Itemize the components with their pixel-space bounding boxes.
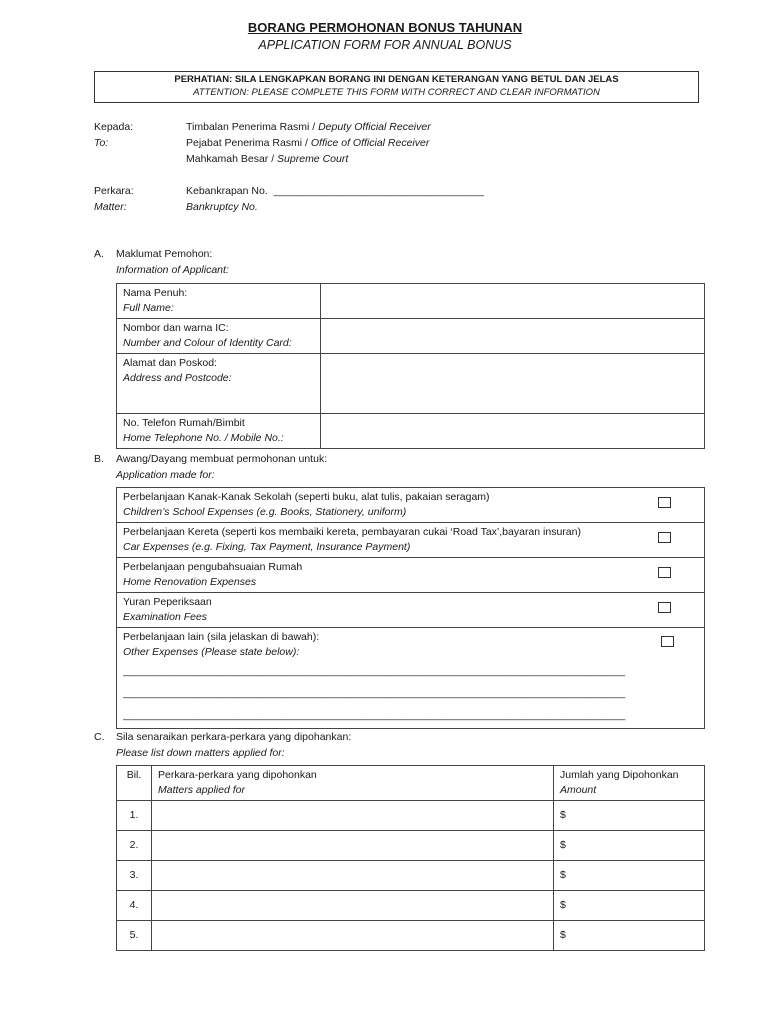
section-b-heading [116,451,327,483]
amount-input[interactable]: $ [554,891,705,921]
section-b-letter: B. [94,453,104,465]
table-header-row [117,766,705,801]
table-row [117,921,705,951]
col-header-amount: Jumlah yang Dipohonkan Amount [554,766,705,801]
other-expenses-cell [117,628,705,729]
car-expenses-checkbox[interactable] [658,532,671,543]
table-row [117,628,705,729]
section-c-title: Sila senaraikan perkara-perkara yang dipohankan: [116,731,352,743]
section-c-heading [116,729,351,761]
matter-label-ms: Perkara: [94,185,134,197]
to-line-2: Pejabat Penerima Rasmi / Office of Official Receiver [186,137,430,149]
table-row [117,801,705,831]
table-row [117,891,705,921]
phone-input[interactable] [321,414,705,449]
other-expenses-label: Perbelanjaan lain (sila jelaskan di bawah): [123,631,320,643]
section-a-title-en: Information of Applicant: [116,264,229,276]
full-name-input[interactable] [321,284,705,319]
address-input[interactable] [321,354,705,414]
table-row [117,558,705,593]
option-label: Yuran Peperiksaan Examination Fees [117,593,625,628]
section-a-letter: A. [94,248,104,260]
bankruptcy-no-label: Kebankrapan No. [186,185,268,197]
field-label: Alamat dan Poskod: Address and Postcode: [117,354,321,414]
matter-input[interactable] [152,921,554,951]
checkbox-cell [625,593,705,628]
amount-input[interactable]: $ [554,801,705,831]
to-label-ms: Kepada: [94,121,134,133]
school-expenses-checkbox[interactable] [658,497,671,508]
table-row [117,414,705,449]
checkbox-cell [625,558,705,593]
matter-input[interactable] [152,861,554,891]
table-row [117,488,705,523]
application-purpose-table [116,487,705,729]
row-number: 5. [117,921,152,951]
attention-notice [94,71,699,103]
table-row [117,861,705,891]
row-number: 2. [117,831,152,861]
table-row [117,593,705,628]
table-row [117,319,705,354]
matters-applied-table [116,765,705,951]
exam-fees-checkbox[interactable] [658,602,671,613]
amount-input[interactable]: $ [554,861,705,891]
table-row [117,284,705,319]
to-label-en: To: [94,137,109,149]
matter-input[interactable] [152,891,554,921]
col-header-item: Perkara-perkara yang dipohonkan Matters applied for [152,766,554,801]
option-label: Perbelanjaan Kereta (seperti kos membaiki kereta, pembayaran cukai ‘Road Tax’,bayaran insuran) Car Expenses (e.g. Fixing, Tax Payment, Insurance Payment) [117,523,625,558]
matter-input[interactable] [152,831,554,861]
ic-number-input[interactable] [321,319,705,354]
matter-input[interactable] [152,801,554,831]
table-row [117,354,705,414]
field-label: Nama Penuh: Full Name: [117,284,321,319]
row-number: 4. [117,891,152,921]
matter-label [94,183,134,215]
bankruptcy-no-input[interactable]: ____________________________________ [273,185,484,197]
other-expenses-line-3[interactable]: ______________________________________________________________________________________ [123,709,626,721]
checkbox-cell [625,523,705,558]
other-expenses-checkbox[interactable] [661,636,674,647]
section-c-title-en: Please list down matters applied for: [116,747,285,759]
to-line-1: Timbalan Penerima Rasmi / Deputy Official Receiver [186,121,431,133]
matter-field [186,183,484,215]
form-title-main: BORANG PERMOHONAN BONUS TAHUNAN [247,20,523,35]
to-label [94,119,133,151]
table-row [117,831,705,861]
section-a-title: Maklumat Pemohon: [116,248,213,260]
section-c-letter: C. [94,731,105,743]
notice-sub: ATTENTION: PLEASE COMPLETE THIS FORM WITH CORRECT AND CLEAR INFORMATION [193,87,600,98]
option-label: Perbelanjaan pengubahsuaian Rumah Home Renovation Expenses [117,558,625,593]
applicant-info-table [116,283,705,449]
other-expenses-label-en: Other Expenses (Please state below): [123,646,300,658]
notice-main: PERHATIAN: SILA LENGKAPKAN BORANG INI DENGAN KETERANGAN YANG BETUL DAN JELAS [174,74,619,85]
to-recipient [186,119,431,167]
section-b-title-en: Application made for: [116,469,215,481]
amount-input[interactable]: $ [554,921,705,951]
field-label: Nombor dan warna IC: Number and Colour of Identity Card: [117,319,321,354]
home-renovation-checkbox[interactable] [658,567,671,578]
section-b-title: Awang/Dayang membuat permohonan untuk: [116,453,328,465]
form-title-sub: APPLICATION FORM FOR ANNUAL BONUS [258,38,512,52]
section-a-heading [116,246,229,278]
matter-label-en: Matter: [94,201,127,213]
table-row [117,523,705,558]
other-expenses-line-2[interactable]: ______________________________________________________________________________________ [123,687,626,699]
row-number: 3. [117,861,152,891]
option-label: Perbelanjaan Kanak-Kanak Sekolah (seperti buku, alat tulis, pakaian seragam) Children’s School Expenses (e.g. Books, Stationery, uniform) [117,488,625,523]
amount-input[interactable]: $ [554,831,705,861]
to-line-3: Mahkamah Besar / Supreme Court [186,153,349,165]
col-header-no: Bil. [117,766,152,801]
field-label: No. Telefon Rumah/Bimbit Home Telephone No. / Mobile No.: [117,414,321,449]
checkbox-cell [625,488,705,523]
row-number: 1. [117,801,152,831]
bankruptcy-no-label-en: Bankruptcy No. [186,201,258,213]
other-expenses-line-1[interactable]: ______________________________________________________________________________________ [123,665,626,677]
form-title [0,20,770,52]
